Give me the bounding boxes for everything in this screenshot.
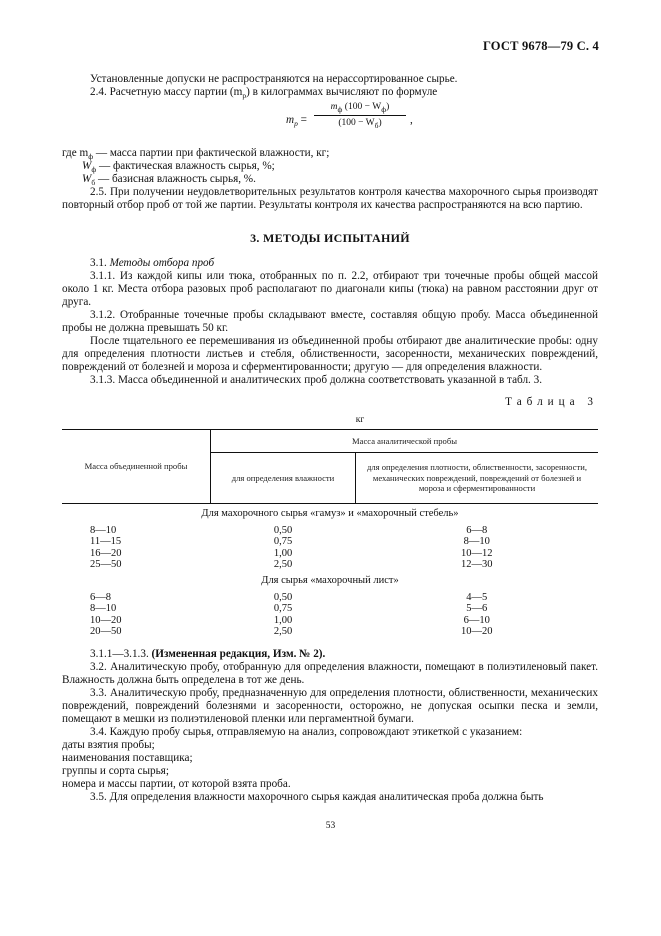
paragraph-2-5: 2.5. При получении неудовлетворительных результатов контроля качества махорочного сырья производят повторный отбор проб от той же партии. Результаты контроля их качества распространяются на всю партию. xyxy=(62,186,598,211)
table-cell-moisture: 1,00 xyxy=(273,547,293,559)
table-row xyxy=(62,592,598,604)
table-cell-combined: 8—10 xyxy=(90,524,117,536)
table-cell-moisture: 1,00 xyxy=(273,614,293,626)
paragraph-3-1-2: 3.1.2. Отобранные точечные пробы складывают вместе, составляя общую пробу. Масса объединенной пробы не должна превышать 50 кг. xyxy=(62,309,598,334)
table-unit: кг xyxy=(355,415,365,425)
table-cell-density: 8—10 xyxy=(463,536,490,548)
table-cell-moisture: 0,75 xyxy=(273,536,293,548)
paragraph-3-1-1: 3.1.1. Из каждой кипы или тюка, отобранных по п. 2.2, отбирают три точечные пробы общей массой около 1 кг. Места отбора разовых проб располагают по диагонали кипы (тюка) на равном расстоянии друг от друга. xyxy=(62,270,598,308)
formula-numerator: $m_ф$ $(100 - W_ф)$ xyxy=(314,101,406,116)
table-row xyxy=(62,548,598,560)
sample-mass-table xyxy=(62,429,598,638)
table-cell-combined: 8—10 xyxy=(90,603,117,615)
table-cell-combined: 11—15 xyxy=(90,536,122,548)
label-item-supplier: наименования поставщика; xyxy=(62,751,193,764)
table-cell-combined: 6—8 xyxy=(90,591,111,603)
paragraph-3-2: 3.2. Аналитическую пробу, отобранную для определения влажности, помещают в полиэтиленовый пакет. Влажность должна быть определена в тот же день. xyxy=(62,660,598,686)
label-item-batch: номера и массы партии, от которой взята проба. xyxy=(62,777,291,790)
page-header: ГОСТ 9678—79 С. 4 xyxy=(482,39,599,53)
table-cell-moisture: 2,50 xyxy=(273,559,293,571)
formula-lhs: $m_р$ = xyxy=(286,114,307,129)
body-text xyxy=(62,73,598,804)
table-row xyxy=(62,559,598,571)
table-row xyxy=(62,525,598,537)
table-cell-combined: 25—50 xyxy=(90,559,122,571)
table-row xyxy=(62,603,598,615)
table-row xyxy=(62,615,598,627)
paragraph-2-4 xyxy=(62,86,598,99)
paragraph-2-4-end: ) в килограммах вычисляют по формуле xyxy=(246,86,438,98)
formula-denominator: $(100 - W_б)$ xyxy=(338,118,382,130)
formula-fraction xyxy=(314,101,406,130)
table-cell-moisture: 0,75 xyxy=(273,603,293,615)
table-group-title: Для сырья «махорочный лист» xyxy=(261,574,399,586)
definition-wf: $W_ф$ — фактическая влажность сырья, %; xyxy=(82,160,275,175)
paragraph-2-4-text: 2.4. Расчетную массу партии (m xyxy=(90,86,243,98)
paragraph-3-1-3: 3.1.3. Масса объединенной и аналитических проб должна соответствовать указанной в табл. 3. xyxy=(90,374,543,386)
paragraph-3-3: 3.3. Аналитическую пробу, предназначенную для определения плотности, облиственности, механических повреждений, повреждений болезнями и засоренности, осторожно, не допуская осыпки песка и земли, помещают в мешки из полиэтиленовой пленки или пергаментной бумаги. xyxy=(62,686,598,725)
edition-note: 3.1.1—3.1.3. (Измененная редакция, Изм. № 2). xyxy=(90,647,326,660)
paragraph-after-mix: После тщательного ее перемешивания из объединенной пробы отбирают две аналитические пробы: одну для определения плотности листьев и стебля, облиственности, засоренности, механических повреждений, повреждений от болезней и мороза и сферментированности; другую — для определения влажности. xyxy=(62,335,598,373)
definition-mf: где $m_ф$ — масса партии при фактической влажности, кг; xyxy=(62,147,330,162)
table-cell-density: 4—5 xyxy=(466,591,488,603)
table-cell-density: 10—12 xyxy=(461,547,493,559)
header-analytical-mass: Масса аналитической пробы xyxy=(211,430,599,453)
table-group-row xyxy=(62,571,598,592)
table-row xyxy=(62,536,598,548)
table-cell-density: 6—10 xyxy=(463,614,490,626)
formula-comma: , xyxy=(410,114,413,126)
page-number: 53 xyxy=(325,821,336,831)
mass-formula xyxy=(62,101,598,141)
table-group-title: Для махорочного сырья «гамуз» и «махорочный стебель» xyxy=(201,508,459,519)
paragraph-3-1: 3.1. Методы отбора проб xyxy=(90,257,215,269)
table-cell-moisture: 0,50 xyxy=(273,591,293,603)
section-title: 3. МЕТОДЫ ИСПЫТАНИЙ xyxy=(250,231,410,245)
header-density: для определения плотности, облиственности, засоренности, механических повреждений, повреждений от болезней и мороза и сферментированности xyxy=(356,453,599,504)
table-cell-combined: 16—20 xyxy=(90,547,122,559)
table-cell-density: 5—6 xyxy=(466,603,488,615)
header-moisture: для определения влажности xyxy=(211,453,356,504)
table-caption: Таблица 3 xyxy=(505,396,598,408)
formula-definitions xyxy=(62,147,598,186)
table-cell-moisture: 0,50 xyxy=(273,524,293,536)
paragraph-tolerances: Установленные допуски не распространяются на нерассортированное сырье. xyxy=(90,73,458,85)
table-cell-density: 10—20 xyxy=(461,626,493,638)
after-table-text xyxy=(62,648,598,804)
table-body xyxy=(62,504,598,638)
paragraph-3-5: 3.5. Для определения влажности махорочного сырья каждая аналитическая проба должна быть xyxy=(90,790,544,803)
paragraph-2-4-sub: р xyxy=(242,91,247,101)
table-cell-density: 12—30 xyxy=(461,559,493,571)
table-group-row xyxy=(62,504,598,525)
table-cell-combined: 20—50 xyxy=(90,626,122,638)
label-item-date: даты взятия пробы; xyxy=(62,738,155,751)
table-cell-combined: 10—20 xyxy=(90,614,122,626)
label-item-group: группы и сорта сырья; xyxy=(62,764,169,777)
header-combined-mass: Масса объединенной пробы xyxy=(62,430,211,504)
table-cell-density: 6—8 xyxy=(466,524,488,536)
table-row xyxy=(62,626,598,638)
table-cell-moisture: 2,50 xyxy=(273,626,293,638)
definition-wb: $W_б$ — базисная влажность сырья, %. xyxy=(82,173,256,188)
paragraph-3-4: 3.4. Каждую пробу сырья, отправляемую на анализ, сопровождают этикеткой с указанием: xyxy=(90,725,523,738)
